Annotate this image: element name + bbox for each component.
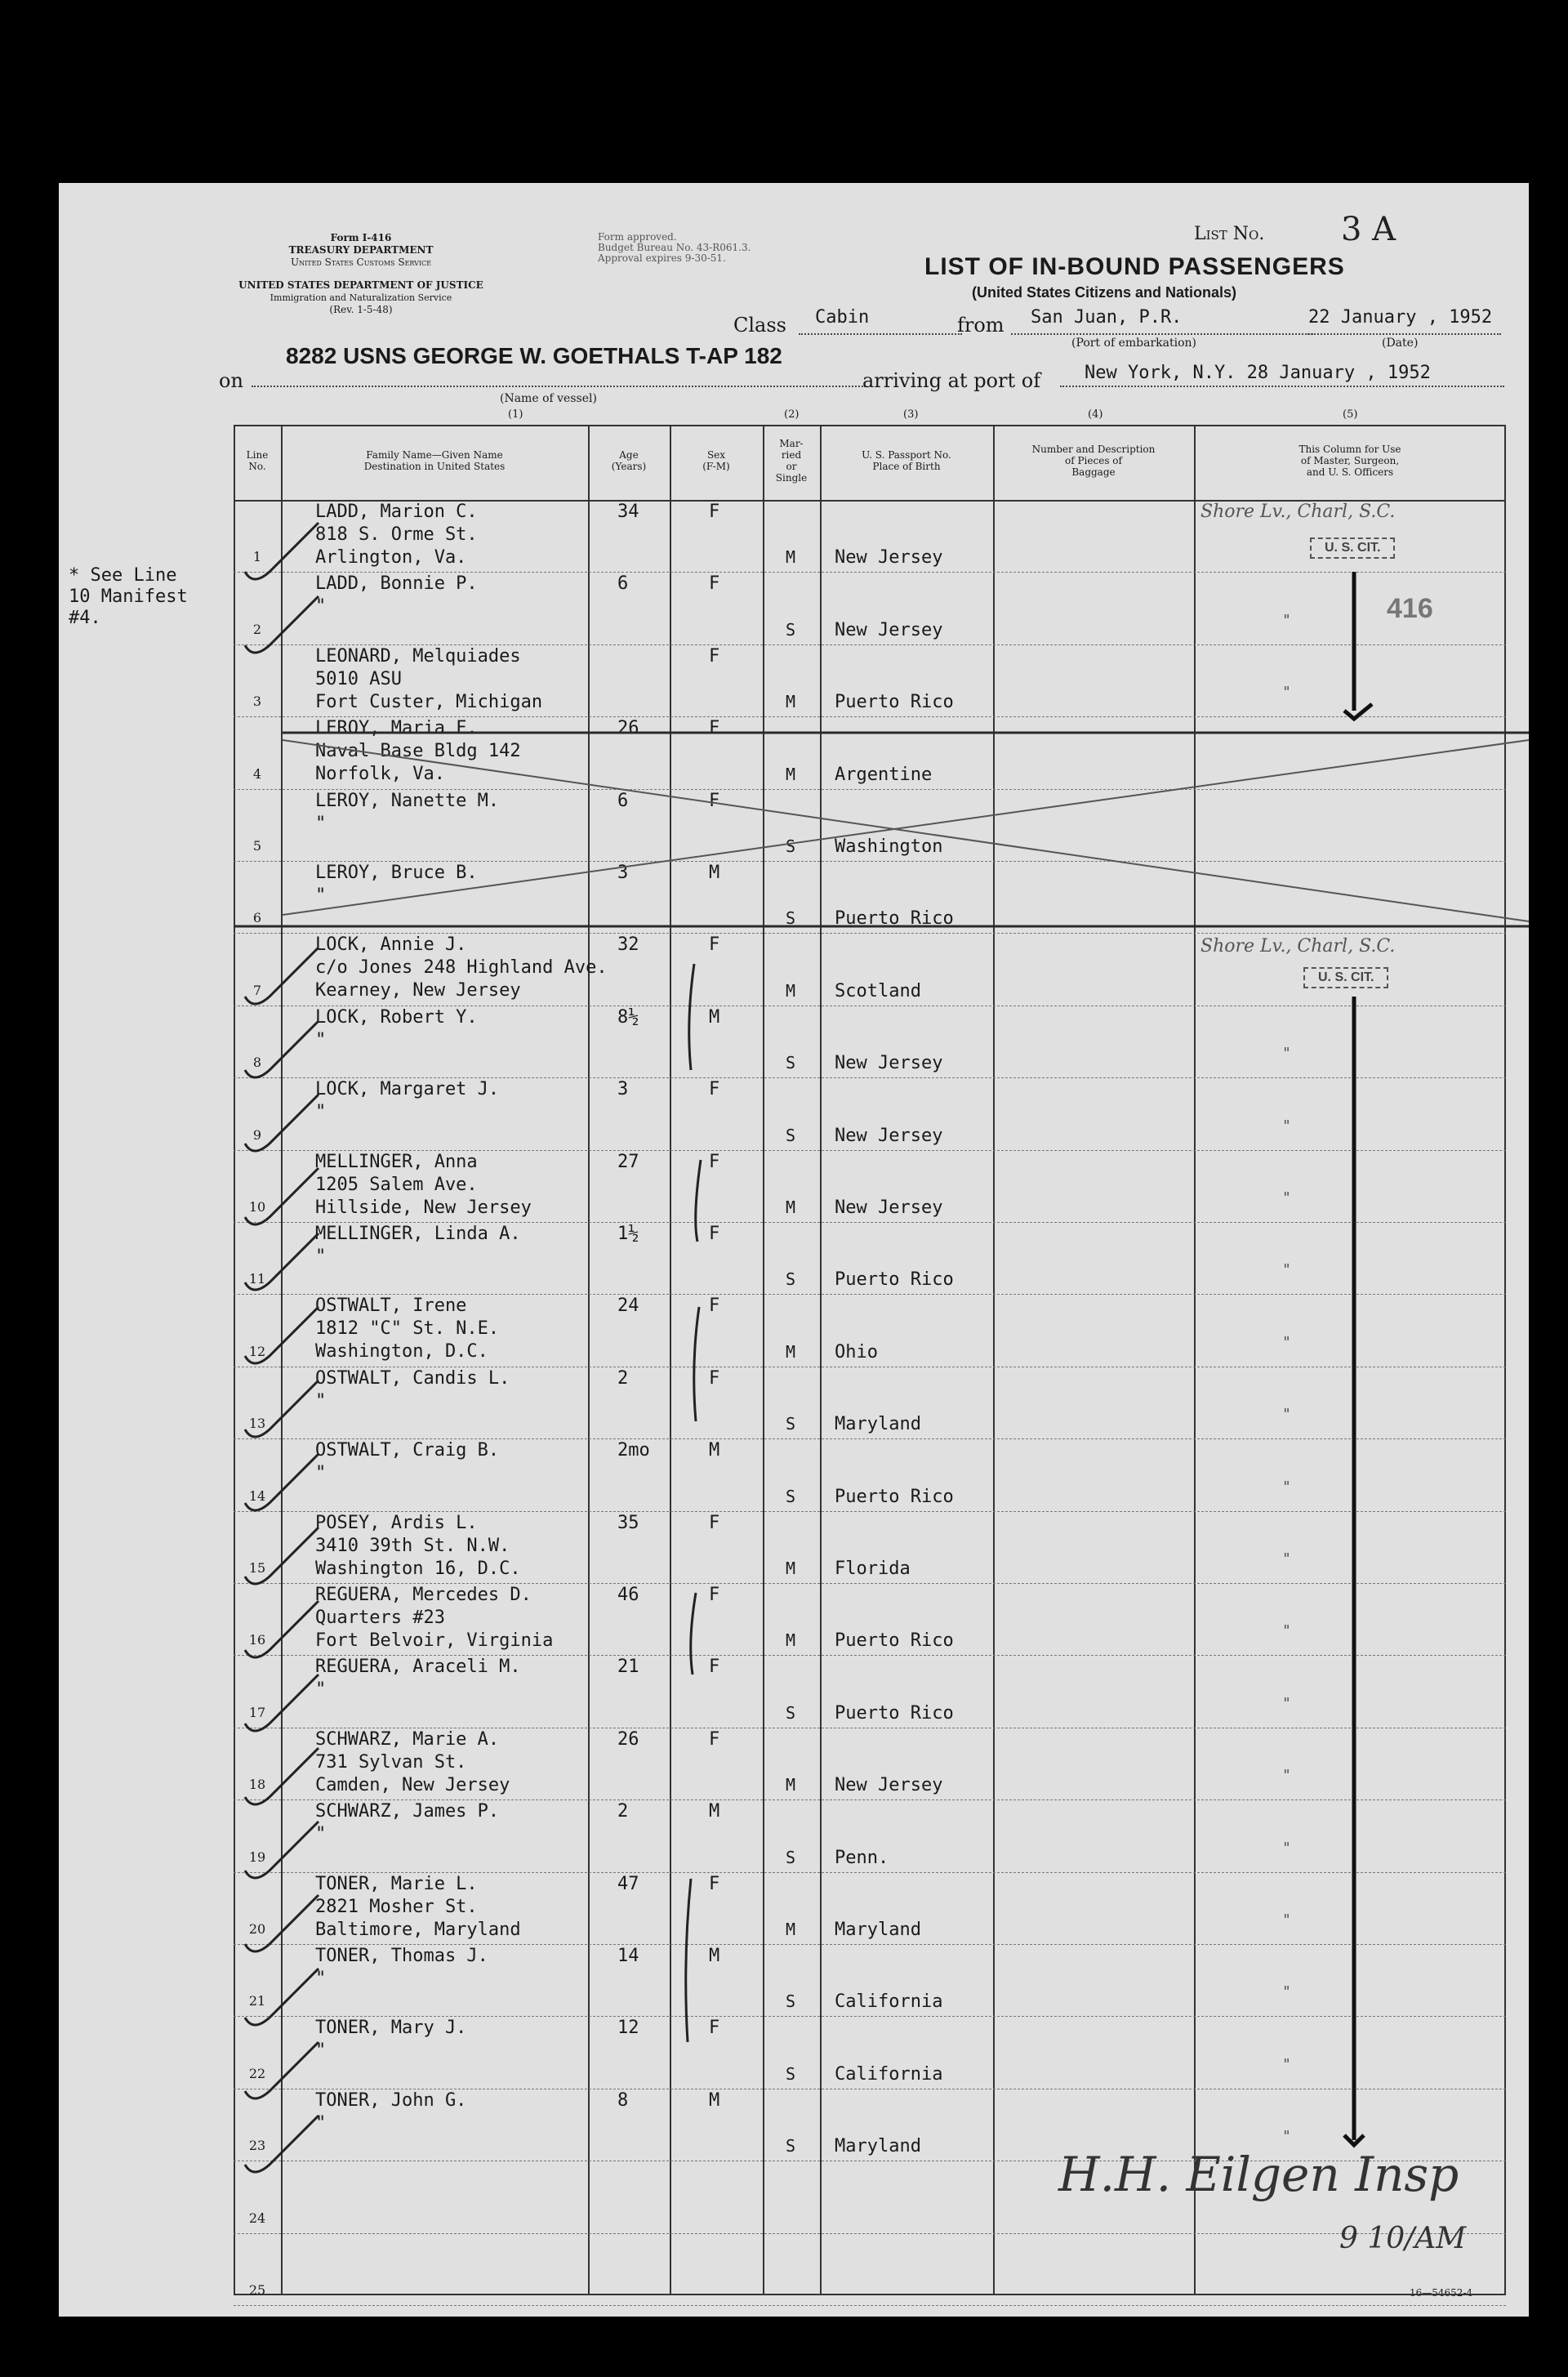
shore-leave-note: Shore Lv., Charl, S.C. [1200,936,1396,957]
col-num-3: (3) [903,408,919,421]
sex: F [709,934,720,956]
passenger-name: LOCK, Annie J. [315,934,467,956]
passenger-name: OSTWALT, Candis L. [315,1367,510,1389]
place-of-birth: Maryland [835,1919,921,1940]
destination-street: 818 S. Orme St. [315,524,478,545]
place-of-birth: New Jersey [835,1775,943,1796]
table-row [234,1438,1506,1510]
destination-city: Washington, D.C. [315,1341,488,1362]
destination-street: " [315,2112,327,2134]
line-number: 20 [248,1920,266,1937]
class-value: Cabin [815,307,870,328]
header-officers: This Column for Use of Master, Surgeon, and U. S. Officers [1298,444,1401,478]
approval-1: Form approved. [598,231,677,243]
line-number: 8 [252,1055,262,1071]
destination-city: Norfolk, Va. [315,764,445,785]
officer-ditto: " [1282,1694,1291,1712]
sex: F [709,1151,720,1172]
dept-treasury: TREASURY DEPARTMENT [288,244,434,256]
age: 2 [617,1801,629,1822]
arriving-label: arriving at port of [862,369,1041,392]
place-of-birth: Penn. [835,1847,889,1868]
table-row [234,1655,1506,1727]
marital-status: M [786,692,796,712]
officer-ditto: " [1282,1117,1291,1135]
officer-ditto: " [1282,2055,1291,2073]
sex: F [709,1728,720,1750]
place-of-birth: Puerto Rico [835,1269,954,1291]
sex: M [709,1946,720,1966]
port-embarkation: San Juan, P.R. [1031,307,1183,328]
destination-street: 3410 39th St. N.W. [315,1535,510,1556]
sex: M [709,1440,720,1461]
place-of-birth: California [835,2063,943,2085]
passenger-table [234,425,1508,2303]
place-of-birth: California [835,1991,943,2013]
age: 47 [617,1873,639,1894]
age: 6 [617,790,629,811]
age: 1½ [617,1224,639,1244]
sex: F [709,790,720,811]
line-number: 15 [248,1559,266,1576]
citizen-stamp: U. S. CIT. [1310,537,1395,559]
place-of-birth: Puerto Rico [835,692,954,713]
marital-status: M [786,547,796,568]
line-number: 13 [248,1416,266,1432]
table-row [234,644,1506,716]
table-row [234,1222,1506,1294]
line-number: 3 [252,693,262,710]
arrival-port-date: New York, N.Y. 28 January , 1952 [1085,363,1431,383]
age: 3 [617,863,629,883]
place-of-birth: Puerto Rico [835,1702,954,1724]
marital-status: M [786,1775,796,1795]
age: 8½ [617,1006,639,1028]
dept-customs: United States Customs Service [290,256,432,268]
sex: F [709,1296,720,1317]
marital-status: S [786,1125,796,1145]
shore-leave-note: Shore Lv., Charl, S.C. [1200,502,1396,522]
citizen-stamp: U. S. CIT. [1303,967,1388,988]
passenger-name: OSTWALT, Craig B. [315,1440,500,1461]
officer-ditto: " [1282,1983,1291,2001]
passenger-name: LEROY, Maria F. [315,718,478,739]
col-num-1: (1) [508,408,523,421]
place-of-birth: Scotland [835,980,921,1001]
place-of-birth: New Jersey [835,619,943,640]
sex: F [709,718,720,739]
place-of-birth: New Jersey [835,1053,943,1074]
inspector-signature: H.H. Eilgen Insp [1058,2147,1459,2202]
table-row [234,861,1506,933]
approval-3: Approval expires 9-30-51. [598,252,726,264]
age: 6 [617,573,629,595]
row-rule [234,2305,1506,2307]
officer-ditto: " [1282,1333,1291,1351]
table-row [234,1294,1506,1366]
passenger-name: REGUERA, Mercedes D. [315,1585,532,1605]
officer-ditto: " [1282,1045,1291,1063]
passenger-name: SCHWARZ, Marie A. [315,1728,500,1750]
marital-status: M [786,1919,796,1939]
destination-city: Arlington, Va. [315,547,467,568]
page-subtitle: (United States Citizens and Nationals) [972,284,1237,301]
line-number: 10 [248,1198,266,1215]
age: 24 [617,1296,639,1317]
sex: F [709,1873,720,1894]
passenger-name: LEONARD, Melquiades [315,645,521,667]
line-number: 14 [248,1487,266,1504]
destination-city: Fort Belvoir, Virginia [315,1630,554,1651]
destination-street: 2821 Mosher St. [315,1896,478,1917]
table-row [234,1728,1506,1799]
officer-ditto: " [1282,1839,1291,1857]
col-num-4: (4) [1088,408,1103,421]
line-number: 2 [252,621,262,637]
marital-status: M [786,764,796,784]
sex: M [709,2089,720,2111]
place-of-birth: New Jersey [835,1125,943,1146]
passenger-name: OSTWALT, Irene [315,1296,467,1317]
age: 3 [617,1079,629,1100]
marital-status: S [786,1991,796,2012]
dept-justice: UNITED STATES DEPARTMENT OF JUSTICE [238,279,483,291]
officer-ditto: " [1282,1550,1291,1568]
place-of-birth: Puerto Rico [835,1486,954,1507]
destination-street: 1812 "C" St. N.E. [315,1318,500,1340]
sex: M [709,1006,720,1028]
place-of-birth: Maryland [835,2136,921,2157]
officer-ditto: " [1282,1622,1291,1640]
sex: F [709,1224,720,1244]
line-number: 24 [248,2210,266,2226]
place-of-birth: New Jersey [835,1197,943,1218]
passenger-name: LADD, Marion C. [315,502,478,522]
header-passport: U. S. Passport No. Place of Birth [862,449,951,472]
destination-street: " [315,1463,327,1484]
place-of-birth: Argentine [835,764,933,785]
sex: F [709,573,720,595]
destination-street: " [315,813,327,834]
age: 32 [617,934,639,956]
age: 2mo [617,1440,650,1461]
sex: F [709,502,720,522]
destination-street: 1205 Salem Ave. [315,1174,478,1195]
header-sex: Sex (F-M) [702,449,730,472]
embark-date: 22 January , 1952 [1308,307,1493,328]
officer-ditto: " [1282,1478,1291,1496]
marital-status: S [786,2063,796,2084]
date-caption: (Date) [1382,337,1419,350]
destination-street: " [315,1246,327,1267]
destination-street: " [315,885,327,906]
list-no-label: List No. [1194,224,1265,244]
line-number: 17 [248,1704,266,1720]
header-baggage: Number and Description of Pieces of Baggage [1031,444,1156,478]
officer-ditto: " [1282,1261,1291,1279]
line-number: 25 [248,2281,266,2298]
sex: F [709,645,720,667]
passenger-name: LOCK, Robert Y. [315,1006,478,1028]
passenger-name: MELLINGER, Linda A. [315,1224,521,1244]
marital-status: M [786,1341,796,1362]
table-row [234,789,1506,861]
destination-street: 731 Sylvan St. [315,1751,467,1773]
line-number: 23 [248,2138,266,2154]
marital-status: M [786,980,796,1001]
age: 35 [617,1512,639,1533]
table-row [234,1944,1506,2016]
age: 12 [617,2018,639,2039]
footer-code: 16—54652-4 [1410,2287,1473,2299]
from-label: from [957,314,1004,337]
form-rev: (Rev. 1-5-48) [329,304,393,315]
destination-street: 5010 ASU [315,668,402,689]
sex: F [709,1079,720,1100]
class-label: Class [733,314,786,337]
table-row [234,1006,1506,1077]
place-of-birth: Maryland [835,1414,921,1435]
table-row [234,1511,1506,1583]
sex: F [709,1657,720,1678]
destination-street: " [315,1969,327,1989]
destination-street: " [315,1824,327,1845]
destination-street: " [315,596,327,618]
age: 14 [617,1946,639,1966]
passenger-name: POSEY, Ardis L. [315,1512,478,1533]
table-row [234,1367,1506,1438]
destination-street: Quarters #23 [315,1608,445,1628]
vessel-caption: (Name of vessel) [500,392,597,405]
on-label: on [219,369,243,392]
col-num-2: (2) [784,408,800,421]
marital-status: S [786,1414,796,1434]
destination-city: Hillside, New Jersey [315,1197,532,1218]
destination-city: Kearney, New Jersey [315,980,521,1001]
destination-street: " [315,1390,327,1411]
approval-2: Budget Bureau No. 43-R061.3. [598,242,751,253]
marital-status: S [786,836,796,856]
officer-ditto: " [1282,684,1291,702]
line-number: 12 [248,1343,266,1359]
passenger-name: LOCK, Margaret J. [315,1079,500,1100]
marital-status: M [786,1197,796,1217]
destination-street: c/o Jones 248 Highland Ave. [315,957,608,979]
table-row [234,1150,1506,1222]
passenger-name: TONER, Mary J. [315,2018,467,2039]
marital-status: S [786,1053,796,1073]
place-of-birth: Puerto Rico [835,908,954,930]
table-row [234,1872,1506,1944]
place-of-birth: Puerto Rico [835,1630,954,1652]
marital-status: M [786,1630,796,1651]
line-number: 18 [248,1777,266,1793]
line-number: 7 [252,982,262,998]
officer-ditto: " [1282,1911,1291,1929]
place-of-birth: Florida [835,1558,911,1579]
marital-status: S [786,2136,796,2156]
marital-status: S [786,1486,796,1506]
sex: M [709,863,720,883]
destination-street: " [315,1102,327,1123]
officer-ditto: " [1282,2128,1291,2146]
destination-city: Camden, New Jersey [315,1774,510,1795]
side-note: * See Line 10 Manifest #4. [69,565,188,628]
line-number: 4 [252,765,262,782]
marital-status: S [786,1269,796,1290]
line-number: 6 [252,910,262,926]
destination-city: Fort Custer, Michigan [315,691,543,712]
passenger-name: LEROY, Nanette M. [315,790,500,811]
destination-street: " [315,2040,327,2062]
table-row [234,2016,1506,2088]
table-row [234,1583,1506,1655]
form-number: Form I-416 [330,232,392,243]
sex: F [709,1512,720,1533]
line-number: 11 [248,1271,266,1287]
officer-ditto: " [1282,1406,1291,1424]
place-of-birth: New Jersey [835,547,943,569]
age: 21 [617,1657,639,1678]
table-row [234,1799,1506,1871]
line-number: 1 [252,549,262,565]
sex: F [709,2018,720,2039]
line-number: 21 [248,1993,266,2009]
sex: F [709,1585,720,1605]
age: 2 [617,1367,629,1389]
line-number: 16 [248,1632,266,1648]
vessel-name: 8282 USNS GEORGE W. GOETHALS T-AP 182 [286,343,782,368]
destination-street: " [315,1679,327,1701]
officer-ditto: " [1282,1188,1291,1206]
marital-status: S [786,908,796,929]
destination-street: Naval Base Bldg 142 [315,741,521,762]
age: 26 [617,1728,639,1750]
marital-status: S [786,619,796,640]
passenger-name: SCHWARZ, James P. [315,1801,500,1822]
header-age: Age (Years) [611,449,647,472]
officer-ditto: " [1282,1767,1291,1785]
col-num-5: (5) [1343,408,1358,421]
age: 8 [617,2089,629,2111]
header-line-no: Line No. [246,449,269,472]
sex: M [709,1801,720,1822]
officer-ditto: " [1282,611,1291,629]
table-row [234,572,1506,644]
age: 34 [617,502,639,522]
line-number: 19 [248,1849,266,1865]
place-of-birth: Washington [835,836,943,857]
sex: F [709,1367,720,1389]
passenger-name: LADD, Bonnie P. [315,573,478,595]
place-of-birth: Ohio [835,1341,878,1362]
page-title: LIST OF IN-BOUND PASSENGERS [924,253,1345,280]
passenger-name: MELLINGER, Anna [315,1151,478,1172]
passenger-name: LEROY, Bruce B. [315,863,478,883]
destination-city: Washington 16, D.C. [315,1558,521,1579]
marital-status: M [786,1558,796,1578]
passenger-name: TONER, Thomas J. [315,1946,488,1966]
header-married: Mar- ried or Single [775,438,808,484]
port-caption: (Port of embarkation) [1071,337,1196,350]
age: 27 [617,1151,639,1172]
table-row [234,716,1506,788]
line-number: 22 [248,2065,266,2081]
passenger-name: REGUERA, Araceli M. [315,1657,521,1678]
age: 46 [617,1585,639,1605]
passenger-name: TONER, Marie L. [315,1873,478,1894]
header-name: Family Name—Given Name Destination in United States [363,449,506,472]
line-number: 9 [252,1126,262,1143]
passenger-name: TONER, John G. [315,2089,467,2111]
destination-street: " [315,1029,327,1050]
marital-status: S [786,1702,796,1723]
age: 26 [617,718,639,739]
stamp-number: 416 [1387,593,1433,624]
marital-status: S [786,1847,796,1867]
list-no: 3 A [1341,211,1396,248]
table-row [234,2233,1506,2305]
destination-city: Baltimore, Maryland [315,1919,521,1940]
inspection-time: 9 10/AM [1339,2222,1467,2255]
table-row [234,1077,1506,1149]
line-number: 5 [252,837,262,854]
dept-ins: Immigration and Naturalization Service [270,292,452,303]
